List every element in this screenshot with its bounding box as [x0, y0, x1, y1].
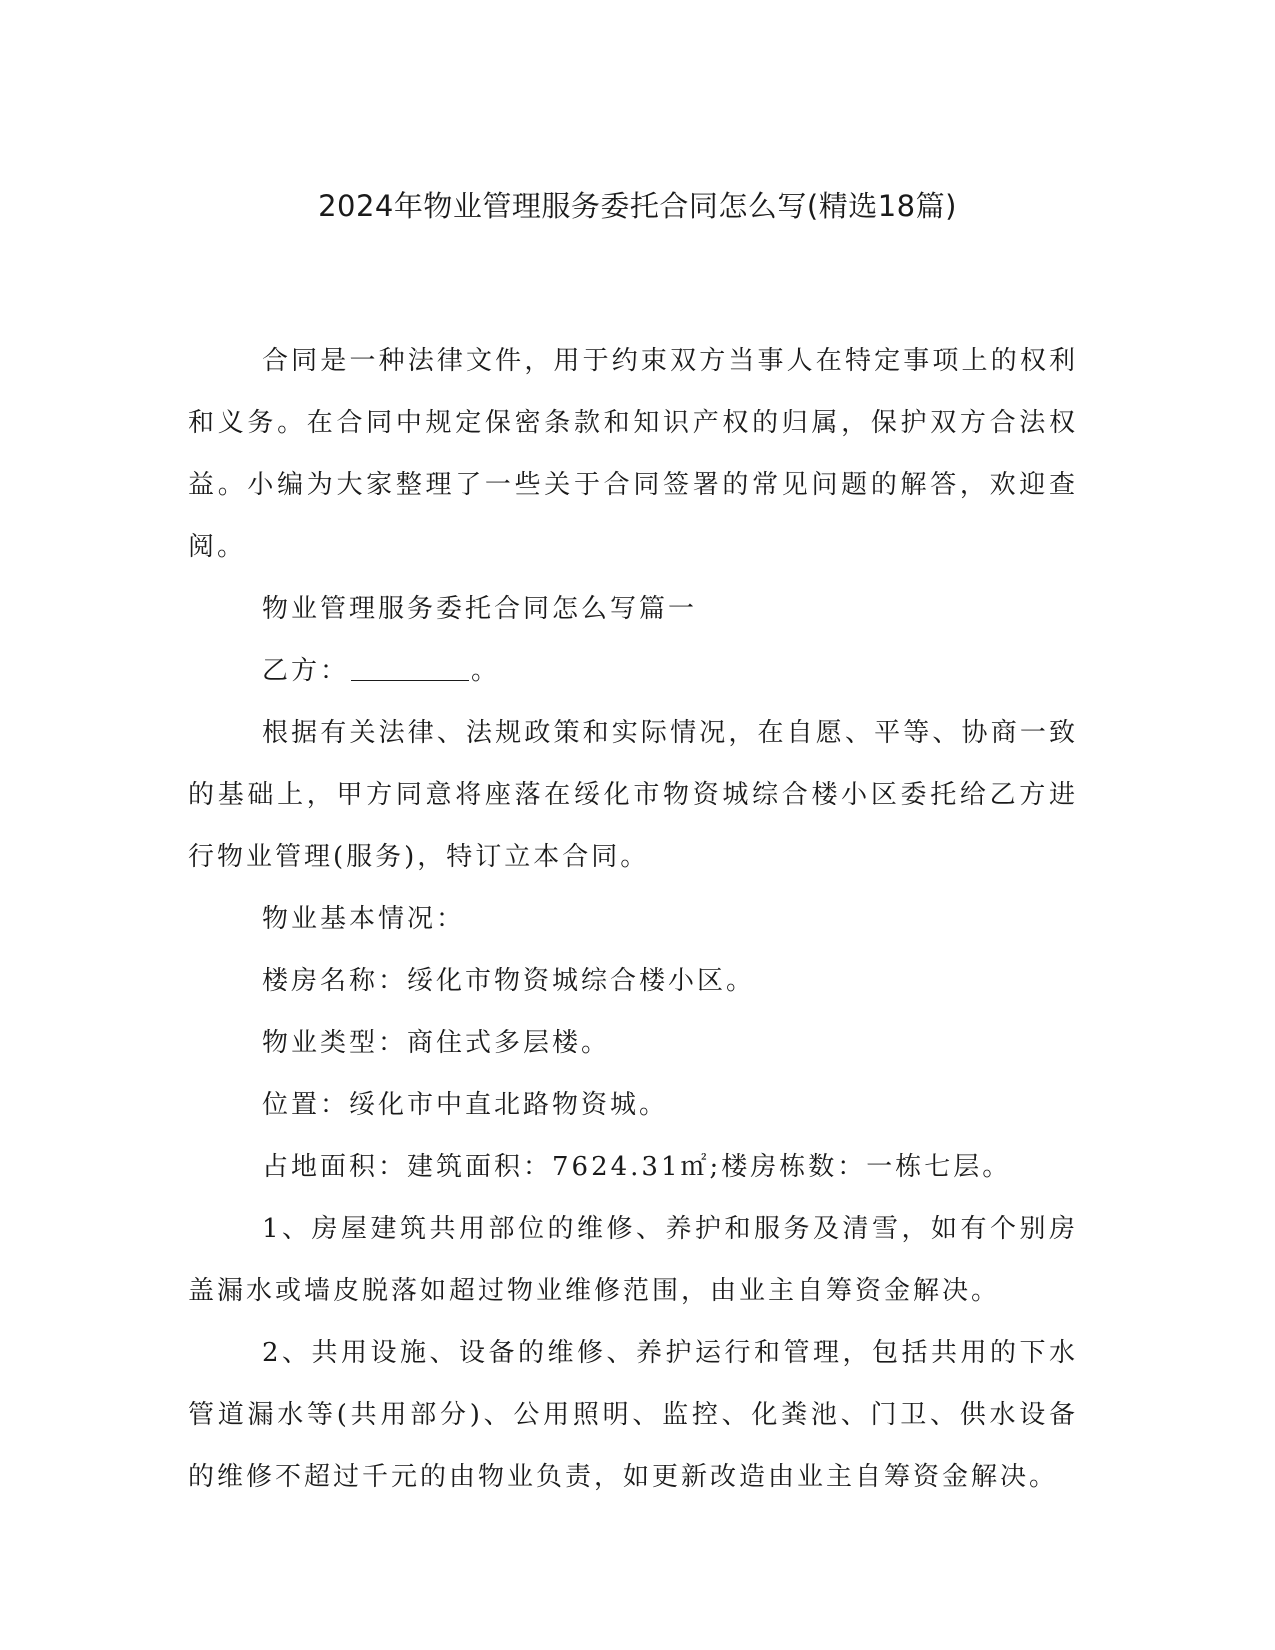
party-b-end: 。 — [471, 656, 501, 686]
party-b-line — [188, 640, 1078, 702]
building-name: 楼房名称：绥化市物资城综合楼小区。 — [262, 966, 756, 996]
item-2: 2、共用设施、设备的维修、养护运行和管理，包括共用的下水管道漏水等(共用部分)、公用照明、监控、化粪池、门卫、供水设备的维修不超过千元的由物业负责，如更新改造由业主自筹资金解决。 — [188, 1338, 1078, 1492]
party-b-label: 乙方： — [262, 656, 350, 686]
area: 占地面积：建筑面积：7624.31㎡;楼房栋数：一栋七层。 — [262, 1152, 1012, 1182]
property-heading: 物业基本情况： — [262, 904, 466, 934]
document-body — [188, 330, 1078, 1508]
section-heading: 物业管理服务委托合同怎么写篇一 — [262, 594, 698, 624]
intro-paragraph: 合同是一种法律文件，用于约束双方当事人在特定事项上的权利和义务。在合同中规定保密条款和知识产权的归属，保护双方合法权益。小编为大家整理了一些关于合同签署的常见问题的解答，欢迎查阅。 — [188, 346, 1078, 562]
document-title: 2024年物业管理服务委托合同怎么写(精选18篇) — [318, 189, 957, 223]
property-type: 物业类型：商住式多层楼。 — [262, 1028, 611, 1058]
basis-paragraph: 根据有关法律、法规政策和实际情况，在自愿、平等、协商一致的基础上，甲方同意将座落在绥化市物资城综合楼小区委托给乙方进行物业管理(服务)，特订立本合同。 — [188, 718, 1078, 872]
location: 位置：绥化市中直北路物资城。 — [262, 1090, 669, 1120]
item-1: 1、房屋建筑共用部位的维修、养护和服务及清雪，如有个别房盖漏水或墙皮脱落如超过物业维修范围，由业主自筹资金解决。 — [188, 1214, 1078, 1306]
party-b-blank — [351, 654, 469, 681]
